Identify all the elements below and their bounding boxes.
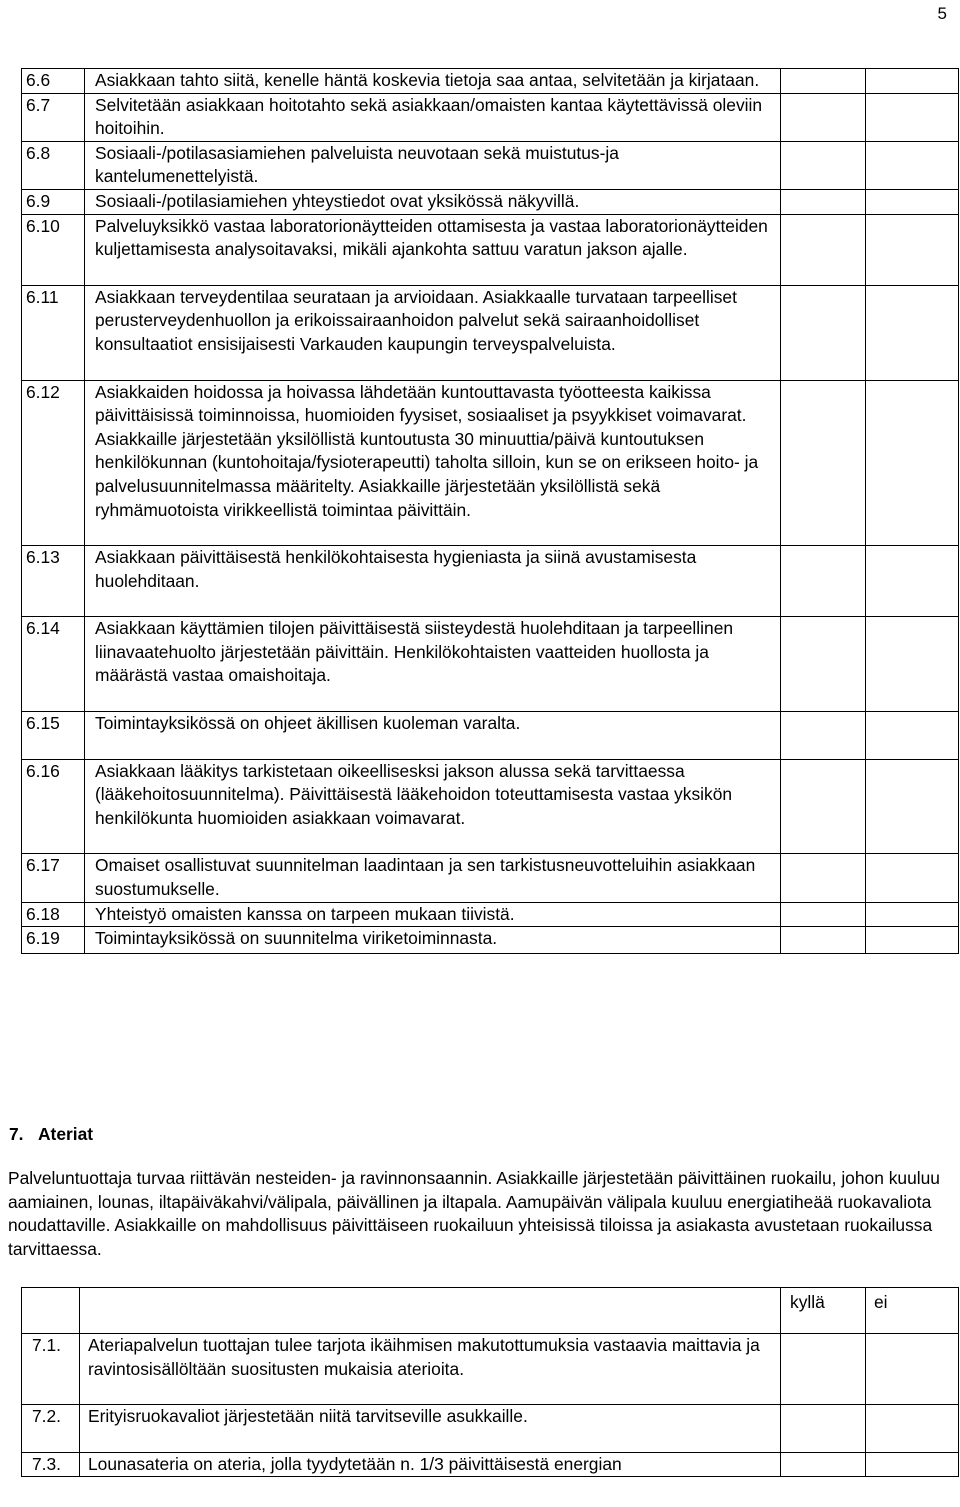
item-number: 6.11 (22, 285, 85, 380)
item-number: 7.3. (22, 1452, 80, 1477)
yes-cell[interactable] (781, 759, 866, 854)
item-text: Erityisruokavaliot järjestetään niitä tarvitseville asukkaille. (80, 1405, 781, 1453)
yes-cell[interactable] (781, 617, 866, 712)
table-row (22, 1405, 959, 1453)
checklist-table-section-7 (21, 1287, 959, 1477)
item-text: Sosiaali-/potilasasiamiehen palveluista neuvotaan sekä muistutus-ja kantelumenettelyistä. (85, 141, 781, 189)
yes-cell[interactable] (781, 854, 866, 902)
section-number: 7. (9, 1124, 24, 1144)
table-row (22, 93, 959, 141)
table-row (22, 712, 959, 760)
item-number: 6.16 (22, 759, 85, 854)
item-text: Asiakkaan lääkitys tarkistetaan oikeellisesksi jakson alussa sekä tarvittaessa (lääkehoitosuunnitelma). Päivittäisestä lääkehoidon toteuttamisesta vastaa yksikön henkilökunta huomioiden asiakkaan voimavarat. (85, 759, 781, 854)
item-number: 6.13 (22, 546, 85, 617)
no-cell[interactable] (866, 927, 959, 954)
no-cell[interactable] (866, 712, 959, 760)
item-text: Ateriapalvelun tuottajan tulee tarjota ikäihmisen makutottumuksia vastaavia maittavia ja ravintosisällöltään suositusten mukaisia aterioita. (80, 1334, 781, 1405)
item-number: 6.12 (22, 380, 85, 546)
table-row (22, 1334, 959, 1405)
table-row (22, 902, 959, 927)
yes-cell[interactable] (781, 285, 866, 380)
item-text: Asiakkaan terveydentilaa seurataan ja arvioidaan. Asiakkaalle turvataan tarpeelliset perusterveydenhuollon ja erikoissairaanhoidon palvelut sekä sairaanhoidolliset konsultaatiot ensisijaisesti Varkauden kaupungin terveyspalveluista. (85, 285, 781, 380)
table-row (22, 1452, 959, 1477)
item-text: Toimintayksikössä on ohjeet äkillisen kuoleman varalta. (85, 712, 781, 760)
column-header-yes: kyllä (781, 1288, 866, 1334)
no-cell[interactable] (866, 189, 959, 214)
no-cell[interactable] (866, 1334, 959, 1405)
no-cell[interactable] (866, 759, 959, 854)
checklist-table-section-6 (21, 68, 959, 954)
item-number: 6.10 (22, 214, 85, 285)
table-row (22, 927, 959, 954)
table-row (22, 69, 959, 94)
item-text: Sosiaali-/potilasiamiehen yhteystiedot ovat yksikössä näkyvillä. (85, 189, 781, 214)
table-row (22, 214, 959, 285)
table-row (22, 189, 959, 214)
table-row (22, 141, 959, 189)
item-text: Asiakkaiden hoidossa ja hoivassa lähdetään kuntouttavasta työotteesta kaikissa päivittäisissä toiminnoissa, huomioiden fyysiset, sosiaaliset ja psyykkiset voimavarat. Asiakkaille järjestetään yksilöllistä kuntoutusta 30 minuuttia/päivä kuntoutuksen henkilökunnan (kuntohoitaja/fysioterapeutti) taholta silloin, kun se on erikseen hoito- ja palvelusuunnitelmassa määritelty. Asiakkaille järjestetään yksilöllistä sekä ryhmämuotoista virikkeellistä toimintaa päivittäin. (85, 380, 781, 546)
yes-cell[interactable] (781, 69, 866, 94)
yes-cell[interactable] (781, 93, 866, 141)
yes-cell[interactable] (781, 927, 866, 954)
header-cell (22, 1288, 80, 1334)
yes-cell[interactable] (781, 380, 866, 546)
no-cell[interactable] (866, 617, 959, 712)
table-row (22, 285, 959, 380)
yes-cell[interactable] (781, 189, 866, 214)
yes-cell[interactable] (781, 546, 866, 617)
item-text: Asiakkaan tahto siitä, kenelle häntä koskevia tietoja saa antaa, selvitetään ja kirjataan. (85, 69, 781, 94)
table-row (22, 546, 959, 617)
header-cell (80, 1288, 781, 1334)
table-row (22, 380, 959, 546)
item-number: 6.19 (22, 927, 85, 954)
item-text: Palveluyksikkö vastaa laboratorionäytteiden ottamisesta ja vastaa laboratorionäytteiden kuljettamisesta analysoitavaksi, mikäli ajankohta sattuu varatun jakson ajalle. (85, 214, 781, 285)
item-number: 6.6 (22, 69, 85, 94)
item-text: Selvitetään asiakkaan hoitotahto sekä asiakkaan/omaisten kantaa käytettävissä oleviin hoitoihin. (85, 93, 781, 141)
item-text: Asiakkaan käyttämien tilojen päivittäisestä siisteydestä huolehditaan ja tarpeellinen liinavaatehuolto järjestetään päivittäin. Henkilökohtaisten vaatteiden huollosta ja määrästä vastaa omaishoitaja. (85, 617, 781, 712)
no-cell[interactable] (866, 854, 959, 902)
item-number: 6.17 (22, 854, 85, 902)
no-cell[interactable] (866, 546, 959, 617)
no-cell[interactable] (866, 285, 959, 380)
yes-cell[interactable] (781, 712, 866, 760)
no-cell[interactable] (866, 69, 959, 94)
page-number: 5 (937, 4, 947, 23)
item-text: Omaiset osallistuvat suunnitelman laadintaan ja sen tarkistusneuvotteluihin asiakkaan suostumukselle. (85, 854, 781, 902)
no-cell[interactable] (866, 1405, 959, 1453)
column-header-no: ei (866, 1288, 959, 1334)
section-heading (9, 1122, 93, 1146)
table-row (22, 854, 959, 902)
no-cell[interactable] (866, 141, 959, 189)
item-number: 6.8 (22, 141, 85, 189)
yes-cell[interactable] (781, 1405, 866, 1453)
section-intro: Palveluntuottaja turvaa riittävän nesteiden- ja ravinnonsaannin. Asiakkaille järjestetään päivittäinen ruokailu, johon kuuluu aamiainen, lounas, iltapäiväkahvi/välipala, päivällinen ja iltapala. Aamupäivän välipala kuuluu energiatiheää ruokavaliota noudattaville. Asiakkaille on mahdollisuus päivittäiseen ruokailuun yhteisissä tiloissa ja asiakasta avustetaan ruokailussa tarvittaessa. (8, 1168, 940, 1259)
item-number: 7.1. (22, 1334, 80, 1405)
item-number: 6.14 (22, 617, 85, 712)
item-number: 6.18 (22, 902, 85, 927)
yes-cell[interactable] (781, 214, 866, 285)
no-cell[interactable] (866, 93, 959, 141)
item-number: 6.7 (22, 93, 85, 141)
item-text: Yhteistyö omaisten kanssa on tarpeen mukaan tiivistä. (85, 902, 781, 927)
no-cell[interactable] (866, 902, 959, 927)
item-number: 6.15 (22, 712, 85, 760)
table-row (22, 617, 959, 712)
no-cell[interactable] (866, 380, 959, 546)
yes-cell[interactable] (781, 1452, 866, 1477)
item-text: Asiakkaan päivittäisestä henkilökohtaisesta hygieniasta ja siinä avustamisesta huolehditaan. (85, 546, 781, 617)
no-cell[interactable] (866, 1452, 959, 1477)
item-number: 6.9 (22, 189, 85, 214)
table-header-row (22, 1288, 959, 1334)
yes-cell[interactable] (781, 1334, 866, 1405)
yes-cell[interactable] (781, 141, 866, 189)
table-row (22, 759, 959, 854)
no-cell[interactable] (866, 214, 959, 285)
section-title: Ateriat (38, 1124, 94, 1144)
item-text: Toimintayksikössä on suunnitelma viriketoiminnasta. (85, 927, 781, 954)
item-number: 7.2. (22, 1405, 80, 1453)
item-text: Lounasateria on ateria, jolla tyydytetään n. 1/3 päivittäisestä energian (80, 1452, 781, 1477)
yes-cell[interactable] (781, 902, 866, 927)
